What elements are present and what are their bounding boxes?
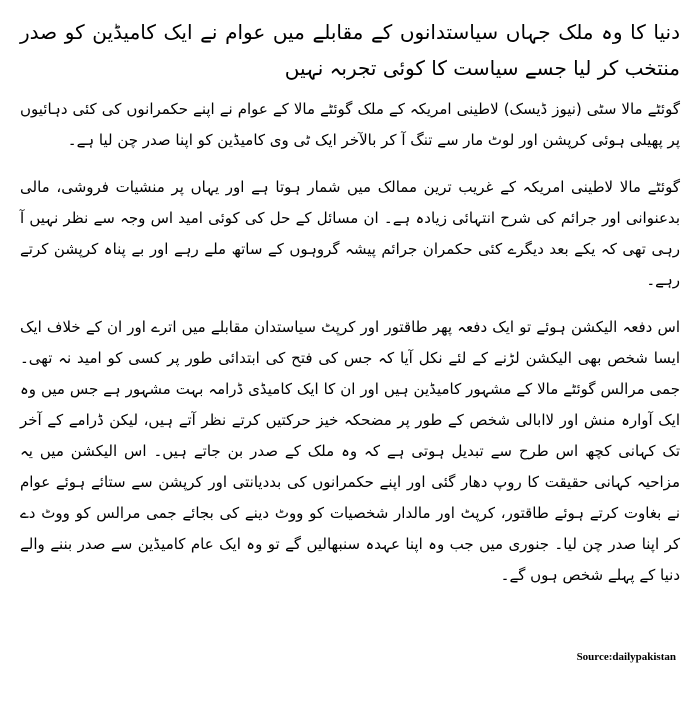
- paragraph-election: اس دفعہ الیکشن ہوئے تو ایک دفعہ پھر طاقتور اور کرپٹ سیاستدان مقابلے میں اترے اور ان کے خلاف ایک ایسا شخص بھی الیکشن لڑنے کے لئے نکل آیا کہ جس کی فتح کی ابتدائی طور پر کسی کو امید نہ تھی۔ جمی مرالس گوئٹے مالا کے مشہور کامیڈین ہیں اور ان کا ایک کامیڈی ڈرامہ بہت مشہور ہے جس میں وہ ایک آوارہ منش اور لاابالی شخص کے طور پر مضحکہ خیز حرکتیں کرتے نظر آتے ہیں، لیکن ڈرامے کے آخر تک کہانی کچھ اس طرح سے تبدیل ہوتی ہے کہ وہ ملک کے صدر بن جاتے ہیں۔ اس الیکشن میں یہ مزاحیہ کہانی حقیقت کا روپ دھار گئی اور اپنے حکمرانوں کی بددیانتی اور کرپشن سے ستائے ہوئے عوام نے بغاوت کرتے ہوئے طاقتور، کرپٹ اور مالدار شخصیات کو ووٹ دینے کی بجائے جمی مرالس کو ووٹ دے کر اپنا صدر چن لیا۔ جنوری میں جب وہ اپنا عہدہ سنبھالیں گے تو وہ ایک عام کامیڈین سے صدر بننے والے دنیا کے پہلے شخص ہوں گے۔: [20, 318, 680, 584]
- source-credit: Source:dailypakistan: [576, 651, 676, 663]
- paragraph-intro: گوئٹے مالا سٹی (نیوز ڈیسک) لاطینی امریکہ کے ملک گوئٹے مالا کے عوام نے اپنے حکمرانوں کی کئی دہائیوں پر پھیلی ہوئی کرپشن اور لوٹ مار سے تنگ آ کر بالآخر ایک ٹی وی کامیڈین کو اپنا صدر چن لیا ہے۔: [20, 100, 680, 149]
- article: [20, 14, 680, 607]
- paragraph-background: گوئٹے مالا لاطینی امریکہ کے غریب ترین ممالک میں شمار ہوتا ہے اور یہاں پر منشیات فروشی، مالی بدعنوانی اور جرائم کی شرح انتہائی زیادہ ہے۔ ان مسائل کے حل کی کوئی امید اس وجہ سے نظر نہیں آ رہی تھی کہ یکے بعد دیگرے کئی حکمران جرائم پیشہ گروہوں کے ساتھ ملے رہے اور بے پناہ کرپشن کرتے رہے۔: [20, 178, 680, 289]
- headline: دنیا کا وہ ملک جہاں سیاستدانوں کے مقابلے میں عوام نے ایک کامیڈین کو صدر منتخب کر لیا جسے سیاست کا کوئی تجربہ نہیں: [20, 20, 680, 80]
